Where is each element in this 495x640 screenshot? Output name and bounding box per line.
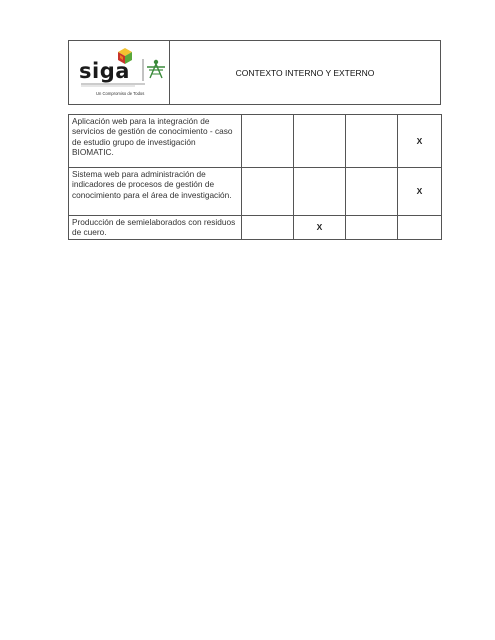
header-title-cell <box>170 41 440 104</box>
logo-cell <box>69 41 170 104</box>
row-mark-cell <box>242 168 294 216</box>
siga-wordmark: siga <box>79 59 130 83</box>
row-mark-cell <box>294 168 346 216</box>
row-description: Producción de semielaborados con residuos de cuero. <box>69 216 242 240</box>
table-row <box>69 216 442 240</box>
context-table <box>68 114 442 240</box>
row-mark-cell <box>294 115 346 168</box>
siga-logo <box>75 45 167 103</box>
row-mark-cell: X <box>398 168 442 216</box>
table-row <box>69 115 442 168</box>
row-mark-cell: X <box>294 216 346 240</box>
row-mark-cell <box>242 115 294 168</box>
row-description: Aplicación web para la integración de servicios de gestión de conocimiento - caso de estudio grupo de investigación BIOMATIC. <box>69 115 242 168</box>
table-row <box>69 168 442 216</box>
row-description: Sistema web para administración de indicadores de procesos de gestión de conocimiento para el área de investigación. <box>69 168 242 216</box>
document-title: CONTEXTO INTERNO Y EXTERNO <box>235 67 375 78</box>
row-mark-cell <box>346 168 398 216</box>
logo-tagline: Un Compromiso de Todos <box>96 91 145 96</box>
row-mark-cell <box>242 216 294 240</box>
row-mark-cell <box>398 216 442 240</box>
row-mark-cell: X <box>398 115 442 168</box>
row-mark-cell <box>346 216 398 240</box>
document-header <box>68 40 441 105</box>
sena-logo-icon <box>147 60 165 78</box>
row-mark-cell <box>346 115 398 168</box>
